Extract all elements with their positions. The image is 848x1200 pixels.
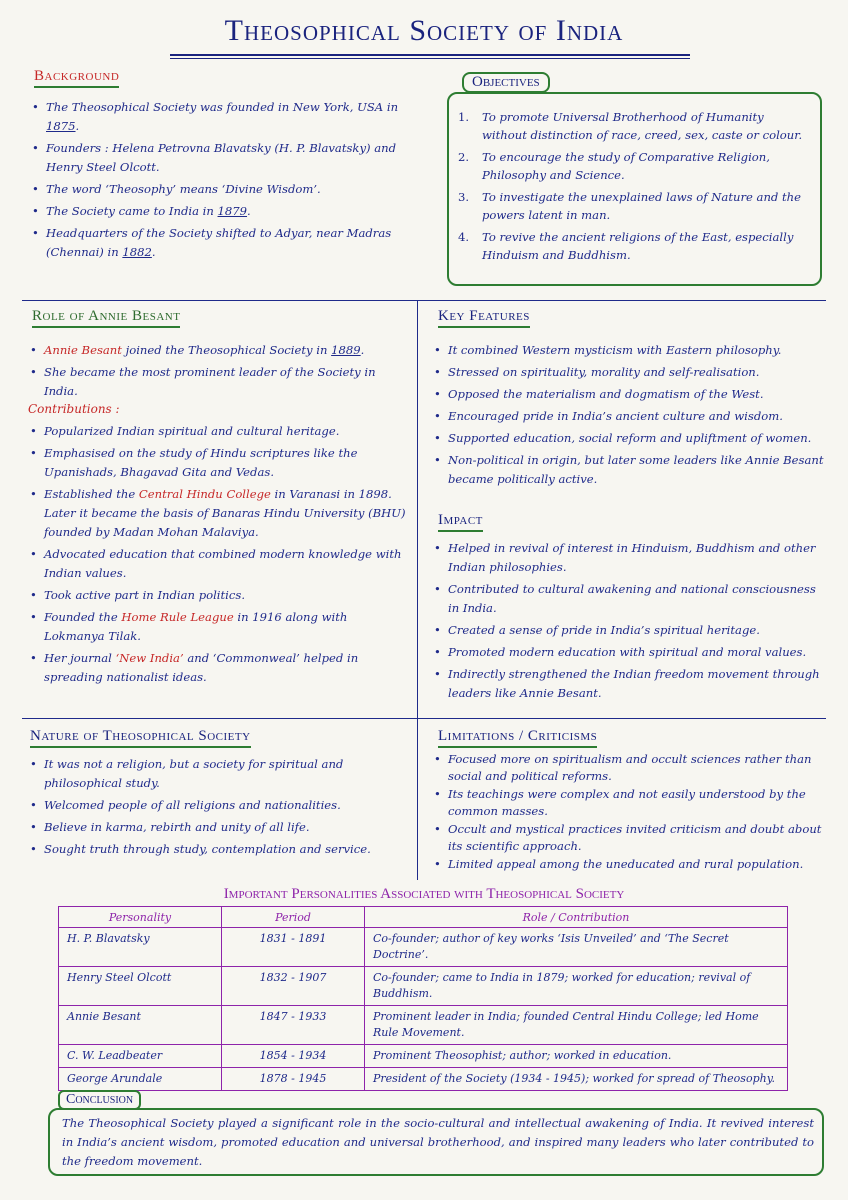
- key-features-heading: Key Features: [438, 308, 530, 328]
- limitations-heading: Limitations / Criticisms: [438, 728, 597, 748]
- list-item: • Believe in karma, rebirth and unity of all life.: [28, 818, 406, 837]
- list-item: • Focused more on spiritualism and occult sciences rather than social and political reforms.: [432, 751, 822, 785]
- list-item: • It combined Western mysticism with Eastern philosophy.: [432, 341, 824, 360]
- list-item: • Encouraged pride in India’s ancient culture and wisdom.: [432, 407, 824, 426]
- list-item: • Stressed on spirituality, morality and self-realisation.: [432, 363, 824, 382]
- list-item: • Indirectly strengthened the Indian freedom movement through leaders like Annie Besant.: [432, 665, 824, 703]
- impact-list: [432, 539, 824, 706]
- table-row: [59, 1045, 788, 1068]
- list-item: • Supported education, social reform and upliftment of women.: [432, 429, 824, 448]
- personalities-table: [58, 906, 788, 1091]
- list-item: • Created a sense of pride in India’s spiritual heritage.: [432, 621, 824, 640]
- table-cell: 1847 - 1933: [222, 1006, 365, 1045]
- background-heading: Background: [34, 68, 119, 88]
- contributions-list: [28, 422, 406, 690]
- table-cell: 1831 - 1891: [222, 928, 365, 967]
- conclusion-text: The Theosophical Society played a significant role in the socio-cultural and intellectual awakening of India. It revived interest in India’s ancient wisdom, promoted education and universal brotherhood, and inspired many leaders who later contributed to the freedom movement.: [62, 1116, 814, 1168]
- list-item: • Took active part in Indian politics.: [28, 586, 406, 605]
- list-item: • Founded the Home Rule League in 1916 along with Lokmanya Tilak.: [28, 608, 406, 646]
- list-item: 1. To promote Universal Brotherhood of Humanity without distinction of race, creed, sex, caste or colour.: [458, 110, 803, 142]
- list-item: • The word ‘Theosophy’ means ‘Divine Wisdom’.: [30, 180, 418, 199]
- limitations-list: [432, 751, 822, 874]
- table-cell: Co-founder; author of key works ‘Isis Unveiled’ and ‘The Secret Doctrine’.: [365, 928, 788, 967]
- column-header: Role / Contribution: [365, 907, 788, 928]
- list-item: • Popularized Indian spiritual and cultural heritage.: [28, 422, 406, 441]
- table-cell: Prominent leader in India; founded Central Hindu College; led Home Rule Movement.: [365, 1006, 788, 1045]
- table-cell: George Arundale: [59, 1068, 222, 1091]
- list-item: • Helped in revival of interest in Hinduism, Buddhism and other Indian philosophies.: [432, 539, 824, 577]
- nature-heading: Nature of Theosophical Society: [30, 728, 251, 748]
- personalities-heading: Important Personalities Associated with Theosophical Society: [223, 886, 625, 902]
- table-cell: 1878 - 1945: [222, 1068, 365, 1091]
- table-cell: 1854 - 1934: [222, 1045, 365, 1068]
- list-item: 3. To investigate the unexplained laws of Nature and the powers latent in man.: [458, 190, 802, 222]
- list-item: • It was not a religion, but a society for spiritual and philosophical study.: [28, 755, 406, 793]
- table-cell: President of the Society (1934 - 1945); worked for spread of Theosophy.: [365, 1068, 788, 1091]
- list-item: • Its teachings were complex and not easily understood by the common masses.: [432, 786, 822, 820]
- list-item: • Emphasised on the study of Hindu scriptures like the Upanishads, Bhagavad Gita and Vedas.: [28, 444, 406, 482]
- divider: [22, 718, 826, 719]
- role-intro-list: [28, 341, 406, 404]
- list-item: • Non-political in origin, but later some leaders like Annie Besant became politically active.: [432, 451, 824, 489]
- table-row: [59, 928, 788, 967]
- table-cell: Co-founder; came to India in 1879; worked for education; revival of Buddhism.: [365, 967, 788, 1006]
- list-item: • Opposed the materialism and dogmatism of the West.: [432, 385, 824, 404]
- table-cell: Henry Steel Olcott: [59, 967, 222, 1006]
- table-header-row: [59, 907, 788, 928]
- list-item: • Limited appeal among the uneducated and rural population.: [432, 856, 822, 873]
- list-item: • Headquarters of the Society shifted to Adyar, near Madras (Chennai) in 1882.: [30, 224, 418, 262]
- column-header: Personality: [59, 907, 222, 928]
- table-row: [59, 967, 788, 1006]
- table-cell: H. P. Blavatsky: [59, 928, 222, 967]
- objectives-heading: Objectives: [462, 72, 550, 93]
- list-item: • Founders : Helena Petrovna Blavatsky (H. P. Blavatsky) and Henry Steel Olcott.: [30, 139, 418, 177]
- title-underline: [170, 54, 690, 59]
- list-item: • The Society came to India in 1879.: [30, 202, 418, 221]
- conclusion-heading: Conclusion: [58, 1090, 141, 1110]
- objectives-list: [456, 108, 812, 268]
- list-item: • Sought truth through study, contemplation and service.: [28, 840, 406, 859]
- column-header: Period: [222, 907, 365, 928]
- nature-list: [28, 755, 406, 862]
- list-item: • Promoted modern education with spiritual and moral values.: [432, 643, 824, 662]
- list-item: • Occult and mystical practices invited criticism and doubt about its scientific approach.: [432, 821, 822, 855]
- table-cell: 1832 - 1907: [222, 967, 365, 1006]
- table-row: [59, 1068, 788, 1091]
- list-item: • Her journal ‘New India’ and ‘Commonweal’ helped in spreading nationalist ideas.: [28, 649, 406, 687]
- table-cell: C. W. Leadbeater: [59, 1045, 222, 1068]
- impact-heading: Impact: [438, 512, 483, 532]
- list-item: • Advocated education that combined modern knowledge with Indian values.: [28, 545, 406, 583]
- contributions-label: Contributions :: [28, 402, 120, 416]
- list-item: • She became the most prominent leader of the Society in India.: [28, 363, 406, 401]
- key-features-list: [432, 341, 824, 492]
- list-item: • The Theosophical Society was founded in New York, USA in 1875.: [30, 98, 418, 136]
- page-title: Theosophical Society of India: [224, 14, 624, 47]
- table-cell: Prominent Theosophist; author; worked in education.: [365, 1045, 788, 1068]
- list-item: • Established the Central Hindu College in Varanasi in 1898. Later it became the basis of Banaras Hindu University (BHU) founded by Madan Mohan Malaviya.: [28, 485, 406, 542]
- table-row: [59, 1006, 788, 1045]
- table-cell: Annie Besant: [59, 1006, 222, 1045]
- divider: [22, 300, 826, 301]
- background-list: [30, 98, 418, 265]
- divider: [417, 300, 418, 880]
- list-item: • Contributed to cultural awakening and national consciousness in India.: [432, 580, 824, 618]
- list-item: • Welcomed people of all religions and nationalities.: [28, 796, 406, 815]
- role-heading: Role of Annie Besant: [32, 308, 180, 328]
- list-item: • Annie Besant joined the Theosophical Society in 1889.: [28, 341, 406, 360]
- list-item: 2. To encourage the study of Comparative Religion, Philosophy and Science.: [458, 150, 770, 182]
- list-item: 4. To revive the ancient religions of the East, especially Hinduism and Buddhism.: [458, 230, 794, 262]
